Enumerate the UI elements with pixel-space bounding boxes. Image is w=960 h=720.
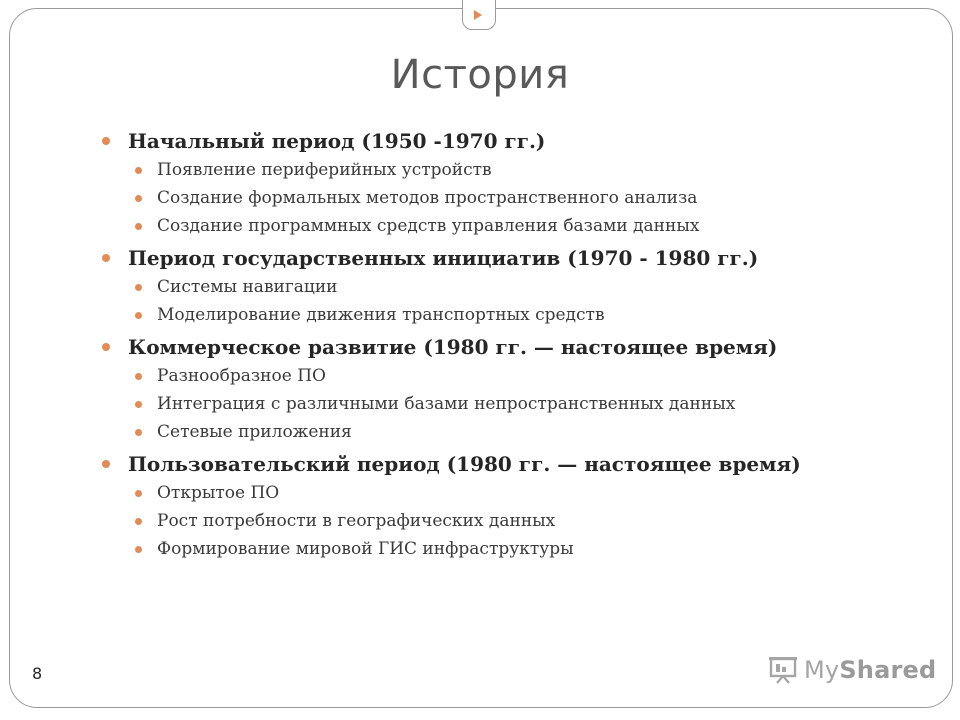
bullet-icon: [135, 195, 142, 202]
bullet-icon: [102, 254, 110, 262]
bullet-icon: [135, 373, 142, 380]
list-item-text: Создание формальных методов пространственного анализа: [157, 188, 698, 208]
section-heading-text: Период государственных инициатив (1970 - 1980 гг.): [128, 246, 759, 270]
bullet-icon: [135, 546, 142, 553]
list-item: [100, 156, 900, 184]
section-3: [100, 332, 900, 446]
bullet-icon: [135, 401, 142, 408]
watermark-logo: [768, 656, 936, 684]
list-item: [100, 273, 900, 301]
watermark-suffix: Shared: [839, 656, 937, 684]
section-1: [100, 126, 900, 240]
section-heading: [100, 243, 900, 273]
section-heading: [100, 332, 900, 362]
list-item: [100, 184, 900, 212]
list-item-text: Разнообразное ПО: [157, 366, 326, 386]
watermark-prefix: My: [804, 656, 840, 684]
list-item: [100, 479, 900, 507]
watermark-text: [804, 656, 936, 684]
list-item-text: Рост потребности в географических данных: [157, 511, 556, 531]
list-item: [100, 301, 900, 329]
section-heading-text: Коммерческое развитие (1980 гг. — настоящее время): [128, 335, 778, 359]
slide-title: История: [390, 52, 570, 98]
bullet-icon: [135, 284, 142, 291]
section-4: [100, 449, 900, 563]
list-item: [100, 212, 900, 240]
list-item-text: Формирование мировой ГИС инфраструктуры: [157, 539, 574, 559]
bullet-icon: [135, 167, 142, 174]
list-item-text: Системы навигации: [157, 277, 338, 297]
list-item: [100, 418, 900, 446]
list-item: [100, 507, 900, 535]
list-item-text: Открытое ПО: [157, 483, 280, 503]
bullet-icon: [135, 518, 142, 525]
section-heading: [100, 126, 900, 156]
section-2: [100, 243, 900, 329]
list-item-text: Сетевые приложения: [157, 422, 352, 442]
bullet-icon: [102, 460, 110, 468]
section-heading-text: Пользовательский период (1980 гг. — настоящее время): [128, 452, 801, 476]
bullet-icon: [102, 343, 110, 351]
bullet-icon: [135, 490, 142, 497]
section-heading: [100, 449, 900, 479]
list-item-text: Создание программных средств управления базами данных: [157, 216, 700, 236]
bullet-icon: [135, 223, 142, 230]
list-item-text: Интеграция с различными базами непространственных данных: [157, 394, 736, 414]
presentation-board-icon: [768, 656, 798, 684]
list-item: [100, 535, 900, 563]
section-heading-text: Начальный период (1950 -1970 гг.): [128, 129, 546, 153]
page-number: 8: [32, 664, 43, 683]
list-item: [100, 390, 900, 418]
bullet-icon: [102, 137, 110, 145]
bullet-icon: [135, 312, 142, 319]
bullet-list: [100, 126, 900, 563]
bullet-icon: [135, 429, 142, 436]
list-item-text: Моделирование движения транспортных средств: [157, 305, 605, 325]
list-item: [100, 362, 900, 390]
play-arrow-icon: [474, 10, 482, 20]
list-item-text: Появление периферийных устройств: [157, 160, 492, 180]
